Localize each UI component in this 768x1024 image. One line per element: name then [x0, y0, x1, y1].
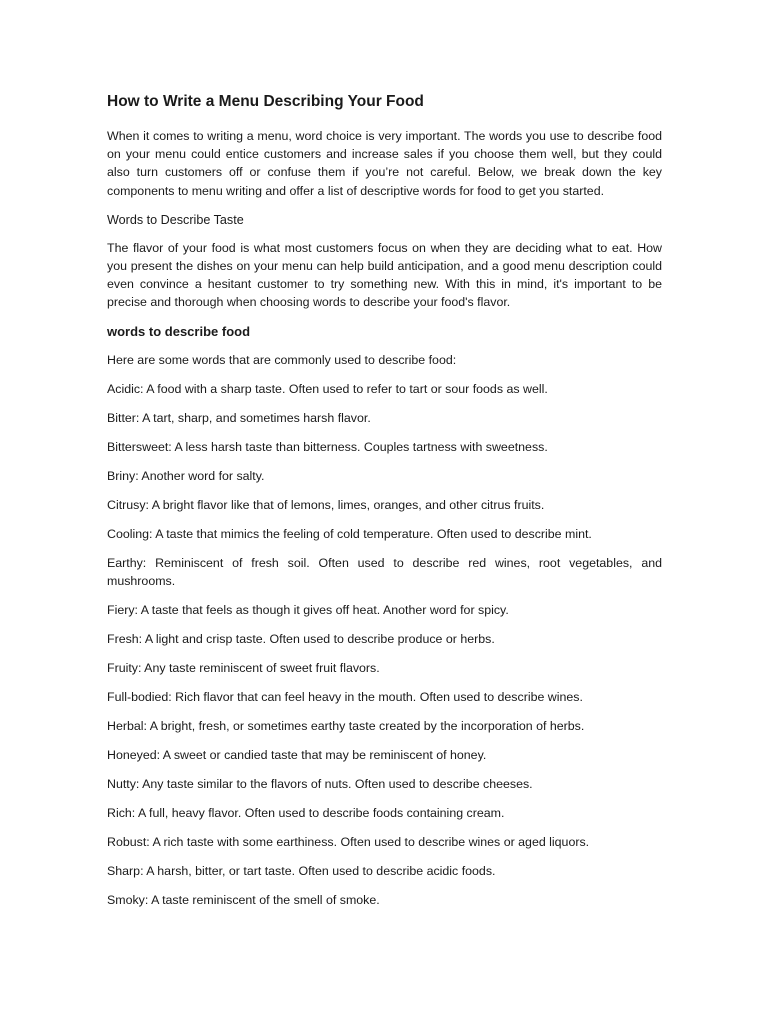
list-item: Herbal: A bright, fresh, or sometimes earthy taste created by the incorporation of herbs.: [107, 718, 585, 733]
word-list: [107, 380, 662, 909]
taste-heading: Words to Describe Taste: [107, 212, 244, 227]
list-item: Fiery: A taste that feels as though it gives off heat. Another word for spicy.: [107, 602, 509, 617]
list-item: Bittersweet: A less harsh taste than bitterness. Couples tartness with sweetness.: [107, 439, 548, 454]
intro-paragraph: When it comes to writing a menu, word choice is very important. The words you use to describe food on your menu could entice customers and increase sales if you choose them well, but they could also turn customers off or confuse them if you’re not careful. Below, we break down the key components to menu writing and offer a list of descriptive words for food to get you started.: [107, 129, 662, 198]
document-title: How to Write a Menu Describing Your Food: [107, 93, 424, 110]
list-item: Full-bodied: Rich flavor that can feel heavy in the mouth. Often used to describe wines.: [107, 689, 583, 704]
list-item: Sharp: A harsh, bitter, or tart taste. Often used to describe acidic foods.: [107, 863, 496, 878]
list-item: Smoky: A taste reminiscent of the smell of smoke.: [107, 892, 380, 907]
list-item: Citrusy: A bright flavor like that of lemons, limes, oranges, and other citrus fruits.: [107, 497, 545, 512]
list-item: Rich: A full, heavy flavor. Often used to describe foods containing cream.: [107, 805, 505, 820]
list-intro: Here are some words that are commonly used to describe food:: [107, 352, 457, 367]
list-item: Honeyed: A sweet or candied taste that may be reminiscent of honey.: [107, 747, 487, 762]
list-item: Bitter: A tart, sharp, and sometimes harsh flavor.: [107, 410, 371, 425]
list-item: Cooling: A taste that mimics the feeling of cold temperature. Often used to describe mint.: [107, 526, 592, 541]
list-item: Fresh: A light and crisp taste. Often used to describe produce or herbs.: [107, 631, 495, 646]
list-item: Acidic: A food with a sharp taste. Often used to refer to tart or sour foods as well.: [107, 381, 548, 396]
list-item: Briny: Another word for salty.: [107, 468, 265, 483]
list-heading: words to describe food: [107, 323, 251, 339]
list-item: Nutty: Any taste similar to the flavors of nuts. Often used to describe cheeses.: [107, 776, 533, 791]
list-item: Fruity: Any taste reminiscent of sweet fruit flavors.: [107, 660, 380, 675]
list-item: Earthy: Reminiscent of fresh soil. Often used to describe red wines, root vegetables, and mushrooms.: [107, 555, 662, 588]
taste-paragraph: The flavor of your food is what most customers focus on when they are deciding what to eat. How you present the dishes on your menu can help build anticipation, and a good menu description could even convince a hesitant customer to try something new. With this in mind, it's important to be precise and thorough when choosing words to describe your food's flavor.: [107, 240, 662, 310]
list-item: Robust: A rich taste with some earthiness. Often used to describe wines or aged liquors.: [107, 834, 590, 849]
